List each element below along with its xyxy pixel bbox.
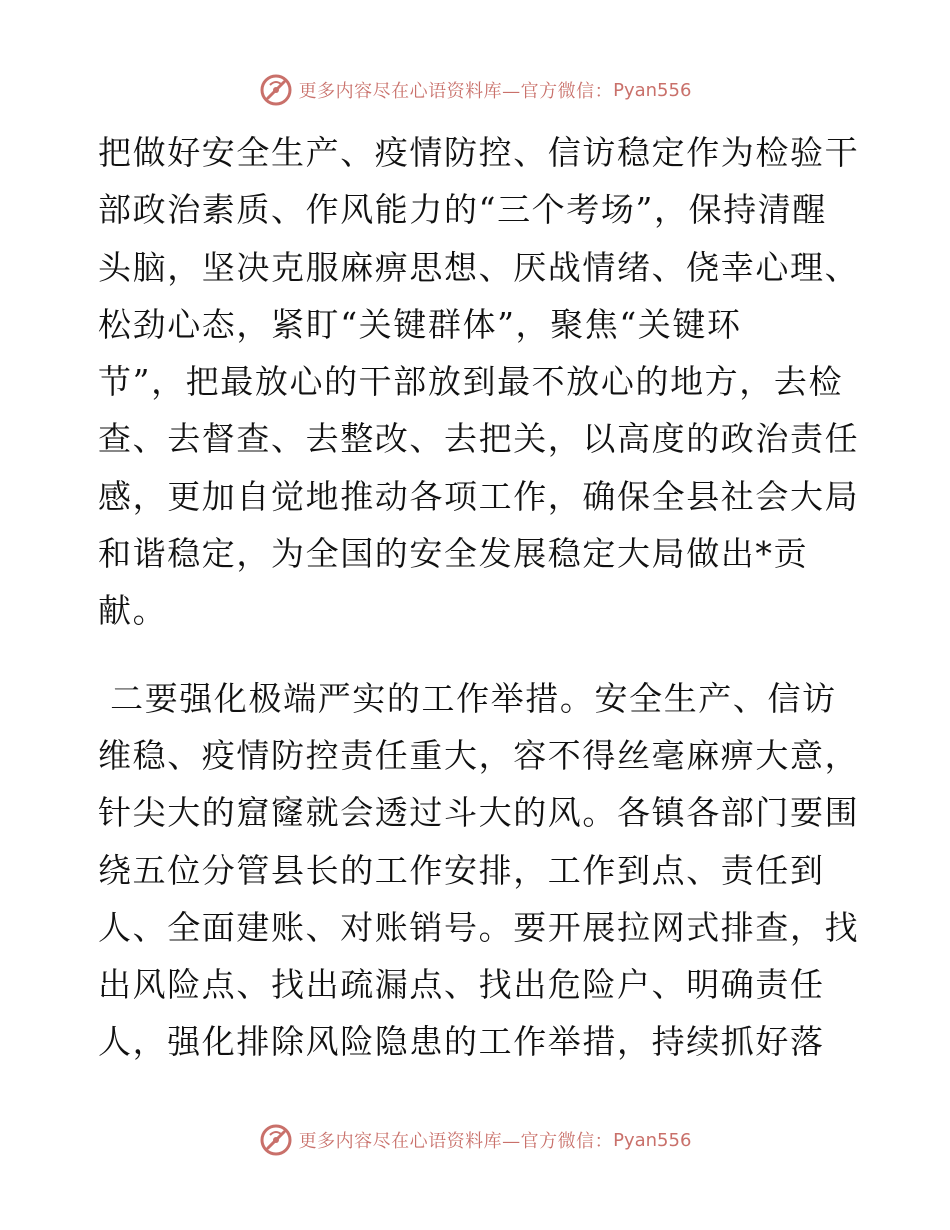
paragraph [98,124,860,640]
logo-icon [259,1123,293,1157]
text-line: 人，强化排除风险隐患的工作举措，持续抓好落 [98,1022,825,1062]
text-line: 节”，把最放心的干部放到最不放心的地方，去检 [98,362,844,402]
text-line: 人、全面建账、对账销号。要开展拉网式排查，找 [98,907,860,947]
text-line: 绕五位分管县长的工作安排，工作到点、责任到 [98,850,825,890]
text-line: 部政治素质、作风能力的“三个考场”，保持清醒 [98,190,827,230]
text-line: 头脑，坚决克服麻痹思想、厌战情绪、侥幸心理、 [98,247,860,287]
paragraph [98,670,860,1071]
text-line: 献。 [98,591,168,631]
text-line: 查、去督查、去整改、去把关，以高度的政治责任 [98,419,860,459]
paragraph-spacer [98,640,850,670]
watermark-wechat-id: Pyan556 [613,1129,692,1151]
text-line: 针尖大的窟窿就会透过斗大的风。各镇各部门要围 [98,793,860,833]
watermark-text: 更多内容尽在心语资料库—官方微信： [298,1131,614,1152]
logo-icon [259,73,293,107]
text-line: 出风险点、找出疏漏点、找出危险户、明确责任 [98,965,825,1005]
document-body [98,124,860,1071]
footer-watermark [0,1120,950,1160]
text-line: 把做好安全生产、疫情防控、信访稳定作为检验干 [98,133,860,172]
text-line: 松劲心态，紧盯“关键群体”，聚焦“关键环 [98,304,742,344]
text-line: 二要强化极端严实的工作举措。安全生产、信访 [98,678,837,718]
text-line: 和谐稳定，为全国的安全发展稳定大局做出*贡 [98,534,809,574]
text-line: 感，更加自觉地推动各项工作，确保全县社会大局 [98,476,860,516]
watermark-text: 更多内容尽在心语资料库—官方微信： [298,81,614,102]
text-line: 维稳、疫情防控责任重大，容不得丝毫麻痹大意， [98,735,860,775]
header-watermark [0,70,950,110]
watermark-wechat-id: Pyan556 [613,79,692,101]
